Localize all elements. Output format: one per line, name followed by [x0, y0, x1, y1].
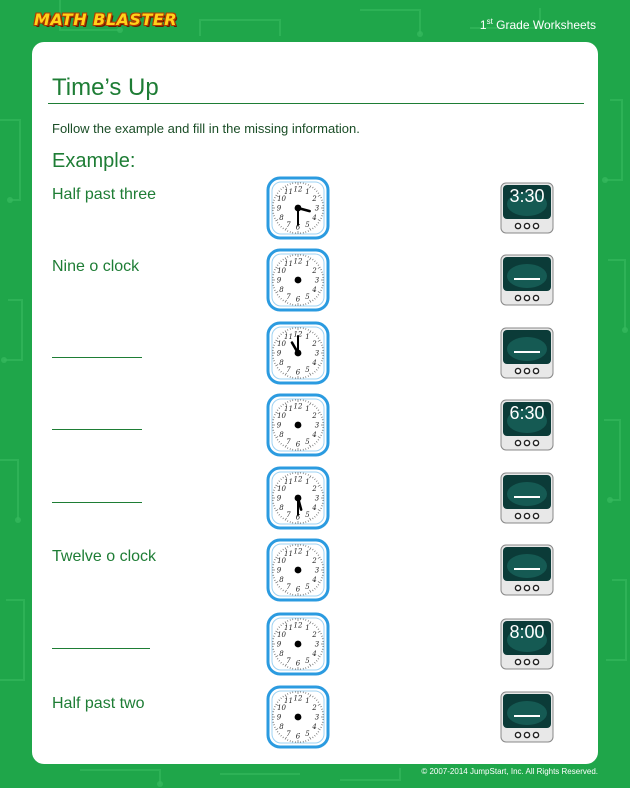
clock-center: [295, 567, 302, 574]
clock-number: 11: [284, 405, 293, 414]
display-button: [533, 585, 538, 590]
clock-number: 7: [286, 582, 291, 591]
clock-number: 2: [312, 704, 317, 712]
display-button: [515, 368, 520, 373]
digital-answer-blank[interactable]: [514, 351, 540, 353]
clock-number: 3: [314, 204, 320, 213]
clock-number: 9: [276, 566, 282, 575]
digital-display-icon[interactable]: [500, 544, 554, 596]
clock-number: 2: [312, 195, 317, 203]
display-button: [515, 585, 520, 590]
clock-number: 1: [305, 697, 310, 706]
display-glow: [507, 701, 547, 725]
analog-clock-icon[interactable]: [266, 685, 330, 749]
grade-ordinal: st: [486, 17, 493, 26]
clock-number: 8: [279, 723, 284, 731]
clock-number: 9: [276, 640, 282, 649]
instruction-text: Follow the example and fill in the missing information.: [52, 121, 360, 136]
clock-number: 11: [284, 333, 293, 342]
clock-number: 1: [305, 405, 310, 414]
display-button: [524, 223, 529, 228]
answer-blank[interactable]: [52, 357, 142, 358]
clock-number: 6: [295, 295, 301, 304]
clock-number: 7: [286, 437, 291, 446]
page-title: Time’s Up: [52, 74, 159, 101]
clock-number: 3: [314, 713, 320, 722]
exercise-row: [0, 538, 630, 604]
digital-display-icon[interactable]: [500, 327, 554, 379]
display-button: [533, 659, 538, 664]
clock-number: 2: [312, 631, 317, 639]
clock-number: 11: [284, 260, 293, 269]
clock-number: 5: [305, 656, 310, 665]
clock-number: 9: [276, 421, 282, 430]
display-button: [515, 295, 520, 300]
exercise-row: [0, 685, 630, 751]
display-button: [524, 585, 529, 590]
clock-number: 12: [293, 547, 303, 556]
display-button: [524, 732, 529, 737]
analog-clock-icon[interactable]: [266, 393, 330, 457]
exercise-row: [0, 612, 630, 678]
clock-number: 9: [276, 713, 282, 722]
clock-number: 2: [312, 267, 317, 275]
clock-number: 8: [279, 214, 284, 222]
clock-number: 9: [276, 204, 282, 213]
clock-number: 3: [314, 421, 320, 430]
clock-number: 12: [293, 257, 303, 266]
clock-number: 6: [295, 513, 301, 522]
time-words: Nine o clock: [52, 258, 140, 275]
digital-answer-blank[interactable]: [514, 568, 540, 570]
exercise-row: [0, 248, 630, 314]
clock-number: 4: [312, 214, 317, 222]
analog-clock-icon: [266, 321, 330, 385]
time-words: Half past three: [52, 186, 157, 203]
clock-number: 9: [276, 276, 282, 285]
clock-number: 2: [312, 557, 317, 565]
digital-answer-blank[interactable]: [514, 278, 540, 280]
clock-number: 11: [284, 697, 293, 706]
exercise-row: [0, 321, 630, 387]
analog-clock-icon[interactable]: [266, 538, 330, 602]
analog-clock-icon[interactable]: [266, 248, 330, 312]
display-button: [515, 513, 520, 518]
digital-display-icon[interactable]: [500, 254, 554, 306]
display-button: [524, 659, 529, 664]
clock-number: 10: [277, 195, 287, 203]
clock-number: 10: [277, 267, 287, 275]
clock-number: 10: [277, 704, 287, 712]
clock-number: 4: [312, 286, 317, 294]
clock-number: 7: [286, 510, 291, 519]
clock-number: 3: [314, 494, 320, 503]
clock-number: 9: [276, 494, 282, 503]
display-glow: [507, 554, 547, 578]
clock-number: 3: [314, 566, 320, 575]
clock-center: [295, 495, 302, 502]
clock-number: 4: [312, 650, 317, 658]
clock-number: 1: [305, 260, 310, 269]
clock-number: 7: [286, 220, 291, 229]
clock-number: 2: [312, 485, 317, 493]
display-button: [533, 223, 538, 228]
display-button: [524, 440, 529, 445]
clock-center: [295, 422, 302, 429]
clock-number: 4: [312, 576, 317, 584]
clock-number: 4: [312, 359, 317, 367]
display-button: [515, 440, 520, 445]
digital-time: 6:30: [509, 403, 545, 423]
clock-number: 5: [305, 729, 310, 738]
clock-number: 10: [277, 485, 287, 493]
clock-number: 10: [277, 631, 287, 639]
display-button: [524, 368, 529, 373]
digital-display-icon[interactable]: [500, 691, 554, 743]
clock-number: 12: [293, 402, 303, 411]
display-button: [533, 732, 538, 737]
grade-worksheets-link[interactable]: [480, 17, 596, 32]
clock-number: 10: [277, 557, 287, 565]
display-button: [533, 513, 538, 518]
clock-number: 12: [293, 330, 303, 339]
clock-number: 9: [276, 349, 282, 358]
exercise-row: [0, 393, 630, 459]
display-button: [524, 513, 529, 518]
clock-number: 10: [277, 340, 287, 348]
copyright-footer: © 2007-2014 JumpStart, Inc. All Rights Reserved.: [421, 767, 598, 776]
clock-number: 4: [312, 504, 317, 512]
analog-clock-icon: [266, 466, 330, 530]
example-heading: Example:: [52, 150, 136, 172]
grade-number: 1: [479, 18, 487, 32]
grade-worksheets-text: Grade Worksheets: [492, 18, 596, 32]
clock-number: 3: [314, 640, 320, 649]
clock-number: 5: [305, 365, 310, 374]
clock-number: 8: [279, 650, 284, 658]
clock-number: 8: [279, 504, 284, 512]
clock-center: [295, 350, 302, 357]
clock-number: 10: [277, 412, 287, 420]
clock-number: 8: [279, 576, 284, 584]
clock-number: 1: [305, 333, 310, 342]
clock-center: [295, 714, 302, 721]
clock-number: 11: [284, 188, 293, 197]
clock-number: 6: [295, 585, 301, 594]
clock-number: 11: [284, 550, 293, 559]
clock-number: 5: [305, 510, 310, 519]
clock-number: 12: [293, 621, 303, 630]
digital-time: 8:00: [509, 622, 545, 642]
time-words: Half past two: [52, 695, 145, 712]
clock-number: 4: [312, 431, 317, 439]
display-glow: [507, 482, 547, 506]
clock-number: 2: [312, 412, 317, 420]
clock-number: 8: [279, 286, 284, 294]
answer-blank[interactable]: [52, 648, 150, 649]
analog-clock-icon[interactable]: [266, 612, 330, 676]
clock-number: 7: [286, 729, 291, 738]
clock-number: 6: [295, 368, 301, 377]
clock-number: 5: [305, 292, 310, 301]
clock-number: 8: [279, 431, 284, 439]
clock-number: 1: [305, 478, 310, 487]
clock-number: 1: [305, 550, 310, 559]
clock-number: 11: [284, 478, 293, 487]
clock-number: 12: [293, 185, 303, 194]
display-button: [533, 368, 538, 373]
clock-number: 7: [286, 292, 291, 301]
clock-number: 8: [279, 359, 284, 367]
clock-number: 1: [305, 624, 310, 633]
clock-number: 11: [284, 624, 293, 633]
display-glow: [507, 337, 547, 361]
exercise-row: [0, 466, 630, 532]
clock-number: 12: [293, 475, 303, 484]
analog-clock-icon: [266, 176, 330, 240]
clock-number: 1: [305, 188, 310, 197]
display-button: [515, 659, 520, 664]
answer-blank[interactable]: [52, 502, 142, 503]
display-button: [533, 295, 538, 300]
time-words: Twelve o clock: [52, 548, 157, 565]
clock-center: [295, 277, 302, 284]
display-glow: [507, 264, 547, 288]
clock-number: 2: [312, 340, 317, 348]
math-blaster-logo: MATH BLASTER: [34, 10, 178, 29]
digital-answer-blank[interactable]: [514, 496, 540, 498]
clock-center: [295, 205, 302, 212]
clock-number: 5: [305, 220, 310, 229]
clock-number: 7: [286, 656, 291, 665]
digital-display-icon[interactable]: [500, 472, 554, 524]
clock-number: 6: [295, 732, 301, 741]
digital-answer-blank[interactable]: [514, 715, 540, 717]
clock-number: 6: [295, 223, 301, 232]
clock-number: 12: [293, 694, 303, 703]
answer-blank[interactable]: [52, 429, 142, 430]
exercise-row: [0, 176, 630, 242]
title-divider: [48, 103, 584, 104]
clock-number: 7: [286, 365, 291, 374]
clock-number: 6: [295, 440, 301, 449]
clock-number: 4: [312, 723, 317, 731]
clock-number: 3: [314, 276, 320, 285]
display-button: [515, 223, 520, 228]
clock-number: 6: [295, 659, 301, 668]
display-button: [533, 440, 538, 445]
clock-number: 3: [314, 349, 320, 358]
clock-number: 5: [305, 582, 310, 591]
clock-center: [295, 641, 302, 648]
clock-number: 5: [305, 437, 310, 446]
digital-time: 3:30: [509, 186, 545, 206]
display-button: [524, 295, 529, 300]
display-button: [515, 732, 520, 737]
